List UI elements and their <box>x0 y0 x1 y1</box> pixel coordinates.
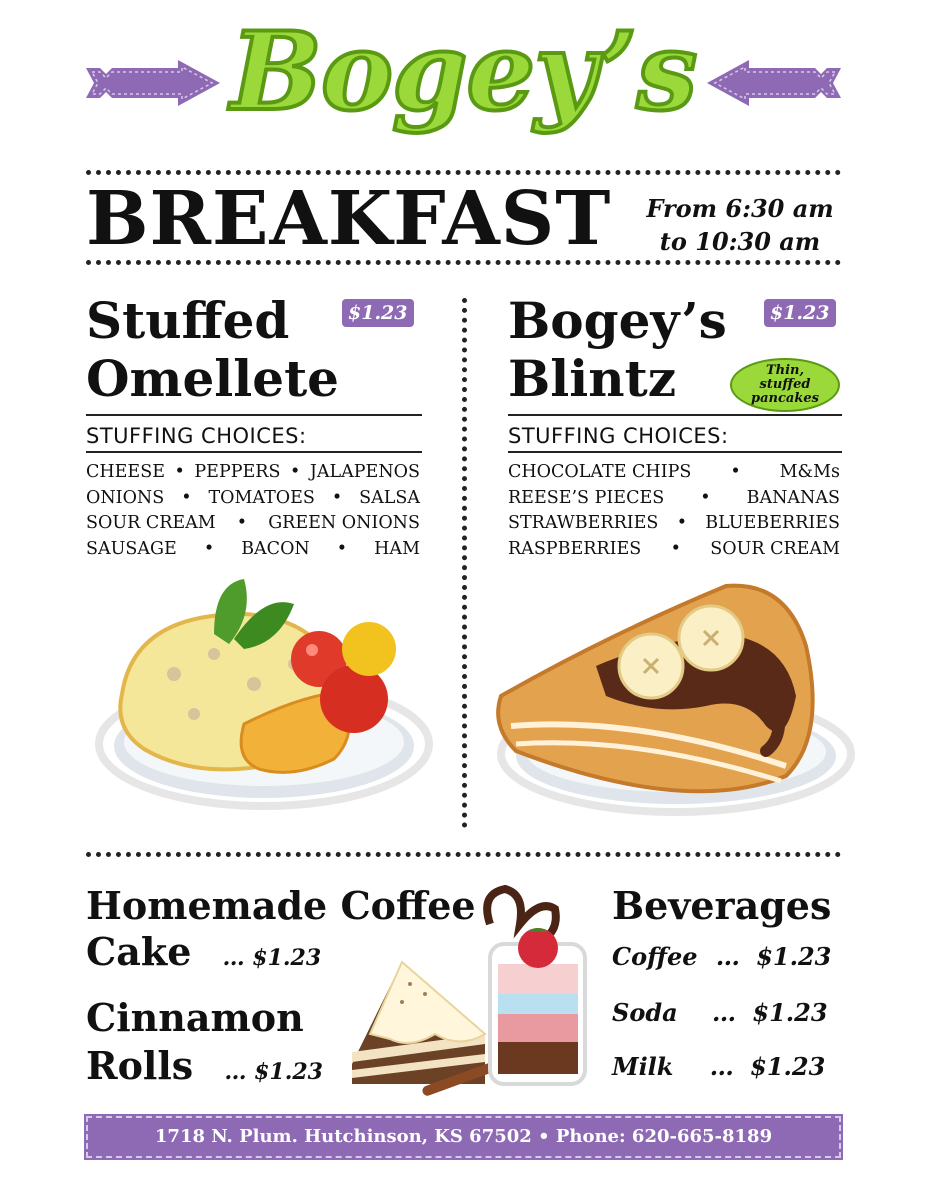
beverage-price: $1.23 <box>756 942 832 971</box>
coffee-cake-title: Homemade Coffee <box>86 883 476 928</box>
choices-line <box>508 460 840 486</box>
divider-top <box>86 170 841 175</box>
choices-line <box>508 511 840 537</box>
choice: JALAPENOS <box>309 462 420 482</box>
beverage-name: Milk <box>612 1052 674 1081</box>
bullet: • <box>289 462 301 482</box>
choice: SOUR CREAM <box>86 513 216 533</box>
beverage-name: Coffee <box>612 942 698 971</box>
beverage-price: $1.23 <box>752 998 828 1027</box>
beverage-sep: … <box>715 942 740 971</box>
item-title-line-1: Bogey’s <box>508 291 727 350</box>
rolls-price: … $1.23 <box>224 1059 323 1085</box>
rule <box>508 451 842 453</box>
badge-line: Thin, <box>765 363 805 378</box>
bullet: • <box>676 513 688 533</box>
choices-list <box>508 460 840 562</box>
choice: M&Ms <box>779 462 840 482</box>
choice: RASPBERRIES <box>508 538 642 559</box>
beverage-sep: … <box>712 998 737 1027</box>
price-badge: $1.23 <box>764 299 836 327</box>
badge-line: stuffed <box>759 377 811 392</box>
choice: CHEESE <box>86 462 165 482</box>
beverages-title: Beverages <box>612 883 832 928</box>
choice: GREEN ONIONS <box>268 513 420 533</box>
rolls-title-2 <box>86 1040 323 1098</box>
choice: HAM <box>374 538 420 559</box>
choice: SOUR CREAM <box>710 538 840 559</box>
choice: CHOCOLATE CHIPS <box>508 462 692 482</box>
choices-list <box>86 460 420 562</box>
bullet: • <box>670 538 681 559</box>
footer-address-bar: 1718 N. Plum. Hutchinson, KS 67502 • Phone: 620-665-8189 <box>86 1116 841 1158</box>
bullet: • <box>181 487 192 508</box>
bullet: • <box>700 487 711 508</box>
item-title-line-2: Omellete <box>86 349 339 408</box>
rolls-title: Cinnamon <box>86 995 304 1040</box>
coffee-cake-name: Cake <box>86 929 192 974</box>
divider-bottom-section <box>86 852 841 857</box>
price-badge: $1.23 <box>342 299 414 327</box>
beverage-name: Soda <box>612 998 678 1027</box>
divider-vertical <box>462 298 467 828</box>
bullet: • <box>203 538 215 559</box>
rolls-name: Rolls <box>86 1043 194 1088</box>
bullet: • <box>236 513 248 533</box>
description-badge <box>730 358 840 412</box>
choice: REESE’S PIECES <box>508 487 665 508</box>
rule <box>86 414 422 416</box>
bullet: • <box>336 538 348 559</box>
bullet: • <box>174 462 185 482</box>
choices-line <box>508 486 840 512</box>
choices-heading: STUFFING CHOICES: <box>508 424 729 448</box>
hours-line-1: From 6:30 am <box>646 194 834 223</box>
page-title: BREAKFAST <box>86 176 612 262</box>
choice: PEPPERS <box>194 462 281 482</box>
choices-line <box>508 537 840 563</box>
beverage-price: $1.23 <box>750 1052 826 1081</box>
choices-line <box>86 537 420 563</box>
beverage-row <box>612 998 840 1028</box>
coffee-cake-title-2 <box>86 926 321 984</box>
choice: TOMATOES <box>208 487 315 508</box>
beverage-sep: … <box>709 1052 734 1081</box>
choice: ONIONS <box>86 487 165 508</box>
divider-header-bottom <box>86 260 841 265</box>
beverage-row <box>612 942 840 972</box>
choices-line <box>86 511 420 537</box>
dessert-illustration <box>340 884 610 1104</box>
choices-heading: STUFFING CHOICES: <box>86 424 307 448</box>
hours-text <box>630 192 850 258</box>
choices-line <box>86 460 420 486</box>
hours-line-2: to 10:30 am <box>659 227 821 256</box>
badge-line: pancakes <box>751 391 819 406</box>
bullet: • <box>331 487 343 508</box>
choice: SALSA <box>359 487 420 508</box>
choice: BLUEBERRIES <box>705 513 840 533</box>
item-title-line-1: Stuffed <box>86 291 290 350</box>
rule <box>508 414 842 416</box>
choice: BANANAS <box>746 487 840 508</box>
blintz-illustration <box>486 576 856 826</box>
brand-logo: Bogey’s <box>230 9 697 135</box>
omelette-illustration <box>94 574 434 814</box>
beverage-row <box>612 1052 840 1082</box>
choices-line <box>86 486 420 512</box>
choice: STRAWBERRIES <box>508 513 659 533</box>
rule <box>86 451 422 453</box>
item-title-line-2: Blintz <box>508 349 677 408</box>
choice: SAUSAGE <box>86 538 177 559</box>
choice: BACON <box>241 538 310 559</box>
bullet: • <box>730 462 741 482</box>
coffee-cake-price: … $1.23 <box>222 945 322 971</box>
